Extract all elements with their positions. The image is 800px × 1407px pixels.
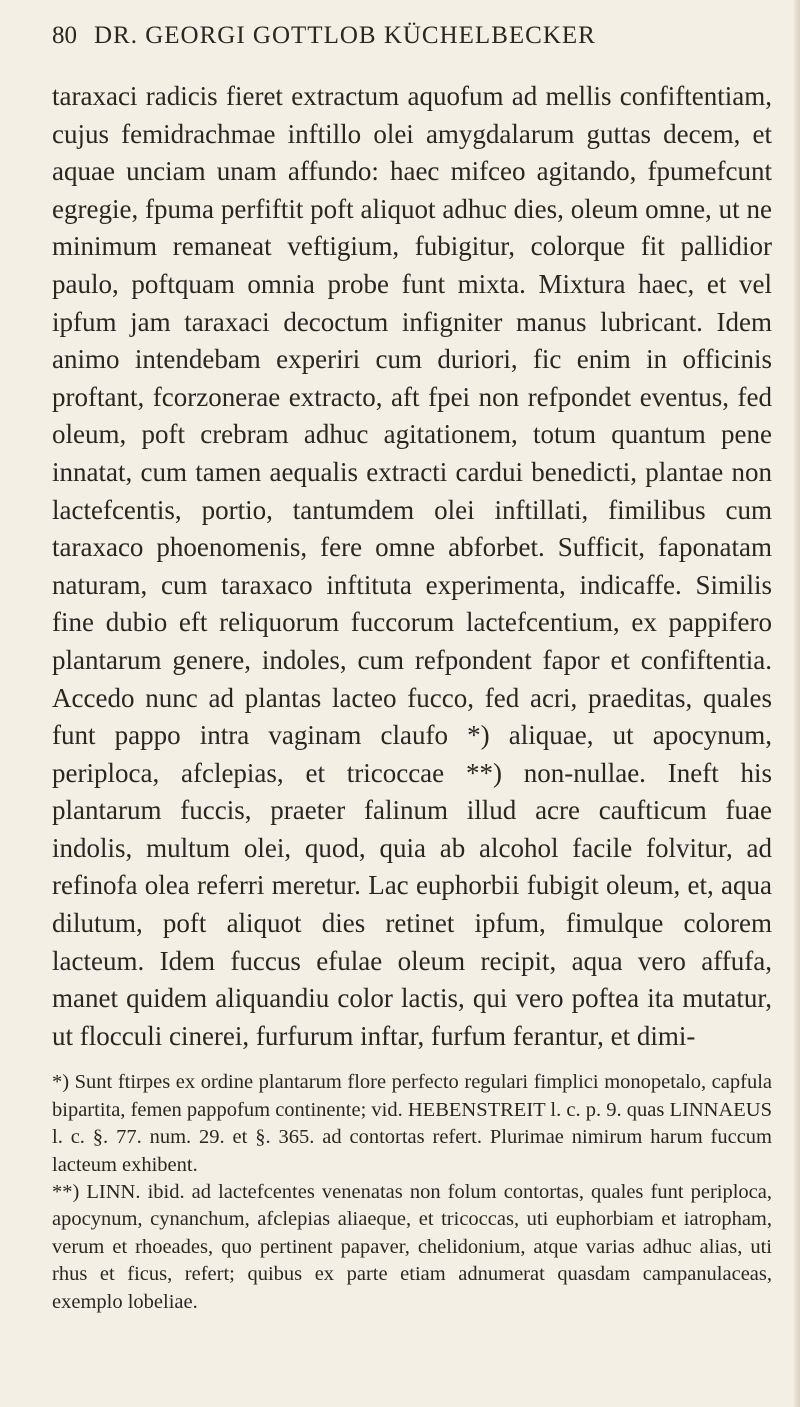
page-edge-shadow — [794, 0, 800, 1407]
footnote-1: *) Sunt ftirpes ex ordine plantarum flore perfecto regulari fimplici monopetalo, capfula bipartita, femen pappofum continente; vid. HEBENSTREIT l. c. p. 9. quas LINNAEUS l. c. §. 77. num. 29. et §. 365. ad contortas refert. Plurimae nimirum harum fuccum lacteum exhibent. — [52, 1071, 772, 1176]
page-number: 80 — [52, 22, 77, 49]
footnotes — [52, 1069, 772, 1316]
page-header — [52, 22, 772, 50]
main-text — [52, 78, 772, 1055]
footnote-separator — [52, 1055, 772, 1069]
main-paragraph: taraxaci radicis fieret extractum aquofum ad mellis confiftentiam, cujus femidrachmae inftillo olei amygdalarum guttas decem, et aquae unciam unam affundo: haec mifceo agitando, fpumefcunt egregie, fpuma perfiftit poft aliquot adhuc dies, oleum omne, ut ne minimum remaneat veftigium, fubigitur, colorque fit pallidior paulo, poftquam omnia probe funt mixta. Mixtura haec, et vel ipfum jam taraxaci decoctum infigniter manus lubricant. Idem animo intendebam experiri cum duriori, fic enim in officinis proftant, fcorzonerae extracto, aft fpei non refpondet eventus, fed oleum, poft crebram adhuc agitationem, totum quantum pene innatat, cum tamen aequalis extracti cardui benedicti, plantae non lactefcentis, portio, tantumdem olei inftillati, fimilibus cum taraxaco phoenomenis, fere omne abforbet. Sufficit, faponatam naturam, cum taraxaco inftituta experimenta, indicaffe. Similis fine dubio eft reliquorum fuccorum lactefcentium, ex pappifero plantarum genere, indoles, cum refpondent fapor et confiftentia. Accedo nunc ad plantas lacteo fucco, fed acri, praeditas, quales funt pappo intra vaginam claufo *) aliquae, ut apocynum, periploca, afclepias, et tricoccae **) non-nullae. Ineft his plantarum fuccis, praeter falinum illud acre caufticum fuae indolis, multum olei, quod, quia ab alcohol facile folvitur, ad refinofa olea referri meretur. Lac euphorbii fubigit oleum, et, aqua dilutum, poft aliquot dies retinet ipfum, fimulque colorem lacteum. Idem fuccus efulae oleum recipit, aqua vero affufa, manet quidem aliquandiu color lactis, qui vero poftea ita mutatur, ut flocculi cinerei, furfurum inftar, furfum ferantur, et dimi- — [52, 81, 772, 1051]
footnote-2: **) LINN. ibid. ad lactefcentes venenatas non folum contortas, quales funt periploca, apocynum, cynanchum, afclepias aliaeque, et tricoccas, uti euphorbiam et iatropham, verum et rhoeades, quo pertinent papaver, chelidonium, atque varias adhuc alias, uti rhus et ficus, refert; quibus ex parte etiam adnumerat quasdam campanulaceas, exemplo lobeliae. — [52, 1181, 772, 1313]
running-head: DR. GEORGI GOTTLOB KÜCHELBECKER — [94, 22, 596, 49]
